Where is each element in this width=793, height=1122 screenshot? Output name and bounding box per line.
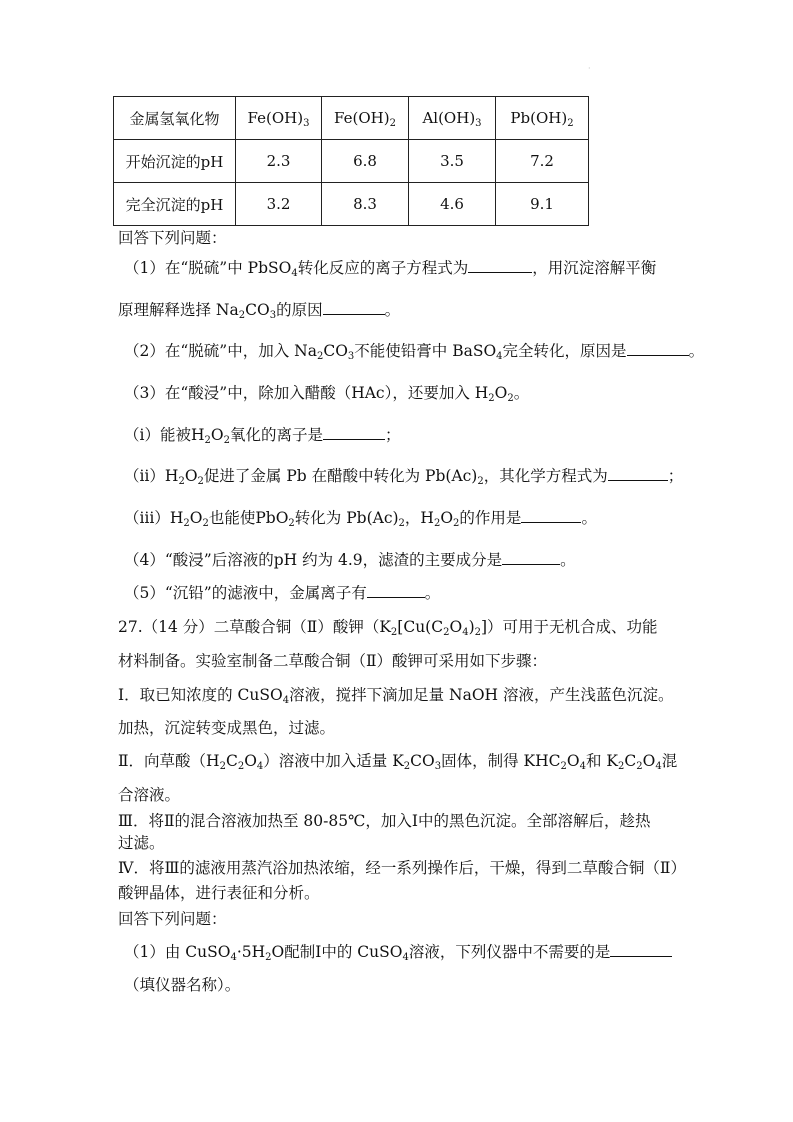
step-1b: 加热，沉淀转变成黑色，过滤。 <box>118 719 336 737</box>
answer-blank[interactable] <box>521 508 581 523</box>
table-cell: 7.2 <box>496 140 589 183</box>
step-1a: Ⅰ．取已知浓度的 CuSO$_4$溶液，搅拌下滴加足量 NaOH 溶液，产生浅蓝色沉淀。 <box>118 686 674 706</box>
question-1a: （1）在“脱硫”中 PbSO$_4$转化反应的离子方程式为 ，用沉淀溶解平衡 <box>124 259 657 279</box>
step-2b: 合溶液。 <box>118 786 181 804</box>
question-1b: 原理解释选择 $Na_2CO_3$的原因 。 <box>118 301 401 321</box>
table-header-row <box>114 97 589 140</box>
answer-blank[interactable] <box>468 258 532 273</box>
table-cell: 8.3 <box>322 183 409 226</box>
table-header-cell: $Al(OH)_3$ <box>409 97 496 140</box>
question-27-intro-b: 材料制备。实验室制备二草酸合铜（Ⅱ）酸钾可采用如下步骤： <box>118 652 548 670</box>
table-header-cell: $Pb(OH)_2$ <box>496 97 589 140</box>
step-3b: 过滤。 <box>118 834 165 852</box>
table-cell: 3.5 <box>409 140 496 183</box>
table-header-cell: $Fe(OH)_3$ <box>236 97 322 140</box>
table-header-cell: 金属氢氧化物 <box>114 97 236 140</box>
answer-blank[interactable] <box>367 583 425 598</box>
question-3: （3）在“酸浸”中，除加入醋酸（HAc），还要加入 $H_2O_2$。 <box>124 384 530 404</box>
question-5: （5）“沉铅”的滤液中，金属离子有 。 <box>124 584 441 602</box>
table-row <box>114 140 589 183</box>
table-cell: 9.1 <box>496 183 589 226</box>
step-2a: Ⅱ．向草酸$(H_2C_2O_4)$溶液中加入适量 $K_2CO_3$固体，制得 $KHC_2O_4$和 $K_2C_2O_4$混 <box>118 752 678 772</box>
table-cell: 2.3 <box>236 140 322 183</box>
question-3ii: $(ⅱ)H_2O_2$促进了金属 Pb 在醋酸中转化为 $Pb(Ac)_2$，其化学方程式为 ； <box>124 467 684 487</box>
question-2: （2）在“脱硫”中，加入 $Na_2CO_3$不能使铅膏中 BaSO$_4$完全转化，原因是 。 <box>124 342 705 362</box>
question-3iii: $(ⅲ)H_2O_2$也能使PbO$_2$转化为 $Pb(Ac)_2$，$H_2O_2$的作用是 。 <box>124 509 597 529</box>
answer-intro: 回答下列问题： <box>118 229 227 247</box>
answer-blank[interactable] <box>502 550 560 565</box>
step-3a: Ⅲ．将Ⅱ的混合溶液加热至 80-85℃，加入Ⅰ中的黑色沉淀。全部溶解后，趁热 <box>118 812 651 830</box>
row-label: 开始沉淀的pH <box>114 140 236 183</box>
answer-blank[interactable] <box>323 425 385 440</box>
table-header-cell: $Fe(OH)_2$ <box>322 97 409 140</box>
row-label: 完全沉淀的pH <box>114 183 236 226</box>
table-row <box>114 183 589 226</box>
question-27-1b: （填仪器名称）。 <box>124 976 241 994</box>
question-4: （4）“酸浸”后溶液的pH 约为 4.9，滤渣的主要成分是 。 <box>124 551 576 569</box>
step-4b: 酸钾晶体，进行表征和分析。 <box>118 884 320 902</box>
question-27-intro-a: 27.（14 分）二草酸合铜（Ⅱ）酸钾$(K_2[Cu(C_2O_4)_2])$可用于无机合成、功能 <box>118 618 658 638</box>
answer-intro-2: 回答下列问题： <box>118 910 227 928</box>
answer-blank[interactable] <box>323 300 385 315</box>
answer-blank[interactable] <box>610 942 672 957</box>
question-3i: （ⅰ）能被$H_2O_2$氧化的离子是 ； <box>124 426 401 446</box>
hydroxide-ph-table <box>113 96 589 226</box>
answer-blank[interactable] <box>627 341 689 356</box>
corner-mark: · <box>588 64 591 73</box>
table-cell: 4.6 <box>409 183 496 226</box>
table-cell: 6.8 <box>322 140 409 183</box>
answer-blank[interactable] <box>608 466 668 481</box>
table-cell: 3.2 <box>236 183 322 226</box>
step-4a: Ⅳ．将Ⅲ的滤液用蒸汽浴加热浓缩，经一系列操作后，干燥，得到二草酸合铜（Ⅱ） <box>118 859 686 877</box>
question-27-1a: （1）由 $CuSO_4\cdot 5H_2O$配制Ⅰ中的 CuSO$_4$溶液，下列仪器中不需要的是 <box>124 942 672 962</box>
